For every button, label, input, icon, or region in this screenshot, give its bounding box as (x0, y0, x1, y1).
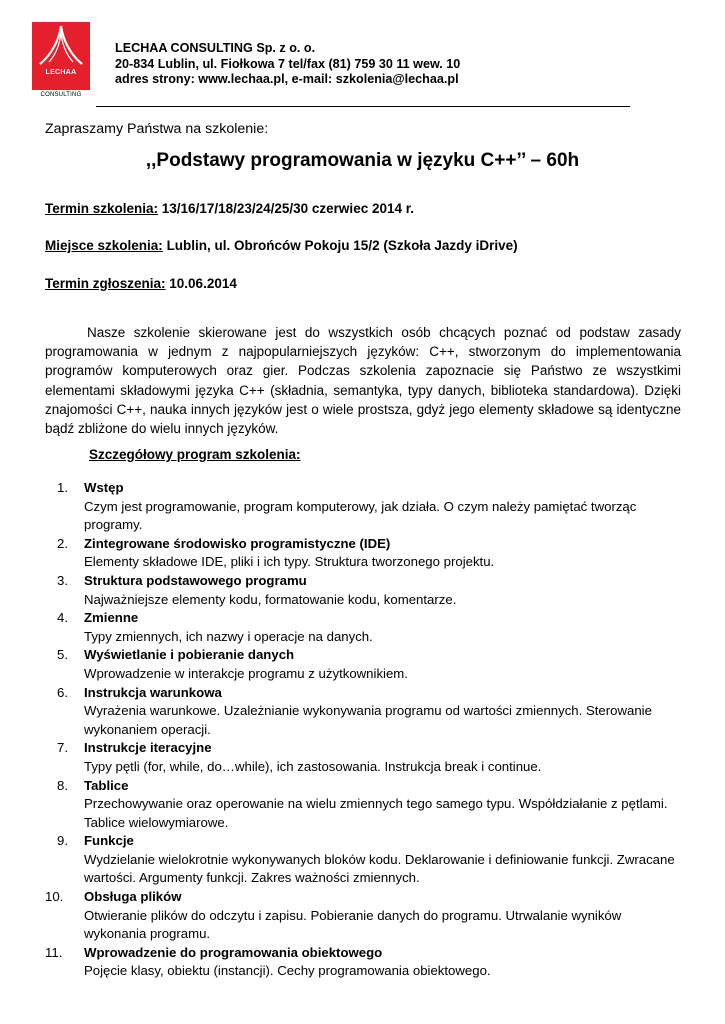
company-logo (32, 22, 90, 102)
training-date-label: Termin szkolenia: (45, 201, 159, 216)
item-number: 4. (57, 610, 68, 626)
program-item (45, 609, 685, 646)
program-item (45, 535, 685, 572)
training-place-label: Miejsce szkolenia: (45, 238, 163, 253)
program-item (45, 646, 685, 683)
item-number: 9. (57, 833, 68, 849)
item-description: Przechowywanie oraz operowanie na wielu zmiennych tego samego typu. Współdziałanie z pętlami. Tablice wielowymiarowe. (84, 796, 668, 830)
item-number: 7. (57, 740, 68, 756)
item-description: Typy pętli (for, while, do…while), ich zastosowania. Instrukcja break i continue. (84, 758, 542, 774)
invite-text: Zapraszamy Państwa na szkolenie: (45, 121, 269, 137)
program-heading: Szczegółowy program szkolenia: (89, 447, 301, 462)
item-title: Wstęp (84, 480, 124, 495)
item-number: 1. (57, 480, 68, 495)
item-title: Wprowadzenie do programowania obiektowego (84, 944, 383, 960)
item-description: Elementy składowe IDE, pliki i ich typy. Struktura tworzonego projektu. (84, 554, 495, 570)
intro-text: Nasze szkolenie skierowane jest do wszystkich osób chcących poznać od podstaw zasady programowania w jednym z najpopularniejszych języków: C++, stworzonym do implementowania programów komputerowych oraz gier. Podczas szkolenia zapoznacie się Państwo ze wszystkimi elementami składowymi języka C++ (składnia, semantyka, typy danych, biblioteka standardowa). Dzięki znajomości C++, nauka innych języków jest o wiele prostsza, gdyż jego elementy składowe są identyczne bądź zbliżone do wielu innych języków. (45, 325, 681, 437)
item-number: 6. (57, 684, 68, 700)
training-date (45, 201, 414, 216)
logo-subtext: CONSULTING (40, 92, 82, 98)
item-number: 3. (57, 572, 68, 588)
registration-deadline (45, 276, 237, 291)
item-description: Typy zmiennych, ich nazwy i operacje na danych. (84, 628, 373, 644)
training-place-value: Lublin, ul. Obrońców Pokoju 15/2 (Szkoła Jazdy iDrive) (162, 238, 518, 253)
item-description: Pojęcie klasy, obiektu (instancji). Cechy programowania obiektowego. (84, 963, 491, 979)
item-number: 8. (57, 777, 68, 793)
company-web: adres strony: www.lechaa.pl, e-mail: szkolenia@lechaa.pl (115, 72, 459, 86)
item-description: Wydzielanie wielokrotnie wykonywanych bloków kodu. Deklarowanie i definiowanie funkcji. Zwracane wartości. Argumenty funkcji. Zakres ważności zmiennych. (84, 851, 675, 886)
program-item (45, 888, 685, 944)
company-info (115, 41, 460, 88)
item-title: Wyświetlanie i pobieranie danych (84, 647, 295, 663)
header-divider (96, 106, 630, 107)
item-title: Struktura podstawowego programu (84, 572, 307, 588)
item-description: Wyrażenia warunkowe. Uzależnianie wykonywania programu od wartości zmiennych. Sterowanie wykonaniem operacji. (84, 703, 652, 737)
program-item (45, 684, 685, 740)
program-item (45, 832, 685, 888)
item-title: Tablice (84, 777, 129, 793)
training-place (45, 238, 518, 253)
item-title: Funkcje (84, 833, 134, 849)
item-title: Obsługa plików (84, 889, 182, 905)
logo-text: LECHAA (45, 69, 77, 76)
program-item (45, 479, 685, 535)
company-address: 20-834 Lublin, ul. Fiołkowa 7 tel/fax (81) 759 30 11 wew. 10 (115, 56, 461, 71)
program-item (45, 739, 685, 776)
registration-deadline-label: Termin zgłoszenia: (45, 276, 166, 291)
item-title: Zintegrowane środowisko programistyczne (IDE) (84, 535, 391, 551)
item-title: Instrukcja warunkowa (84, 684, 222, 700)
company-name: LECHAA CONSULTING Sp. z o. o. (115, 41, 316, 55)
item-number: 5. (57, 647, 68, 663)
item-description: Otwieranie plików do odczytu i zapisu. Pobieranie danych do programu. Utrwalanie wyników wykonania programu. (84, 907, 622, 942)
course-title: ,,Podstawy programowania w języku C++’’ – 60h (145, 150, 580, 171)
item-title: Zmienne (84, 610, 139, 626)
item-title: Instrukcje iteracyjne (84, 740, 212, 756)
item-description: Wprowadzenie w interakcje programu z użytkownikiem. (84, 665, 408, 681)
item-number: 10. (45, 889, 64, 905)
registration-deadline-value: 10.06.2014 (165, 276, 237, 291)
item-number: 11. (45, 944, 63, 960)
logo-tower-icon (32, 22, 90, 68)
program-item (45, 572, 685, 609)
program-item (45, 777, 685, 833)
intro-paragraph (45, 323, 681, 438)
logo-mark (32, 22, 90, 90)
program-item (45, 944, 685, 981)
item-description: Czym jest programowanie, program komputerowy, jak działa. O czym należy pamiętać tworząc programy. (84, 498, 637, 533)
program-list (45, 479, 685, 981)
training-date-value: 13/16/17/18/23/24/25/30 czerwiec 2014 r. (158, 201, 414, 216)
item-number: 2. (57, 535, 68, 551)
item-description: Najważniejsze elementy kodu, formatowanie kodu, komentarze. (84, 591, 457, 607)
